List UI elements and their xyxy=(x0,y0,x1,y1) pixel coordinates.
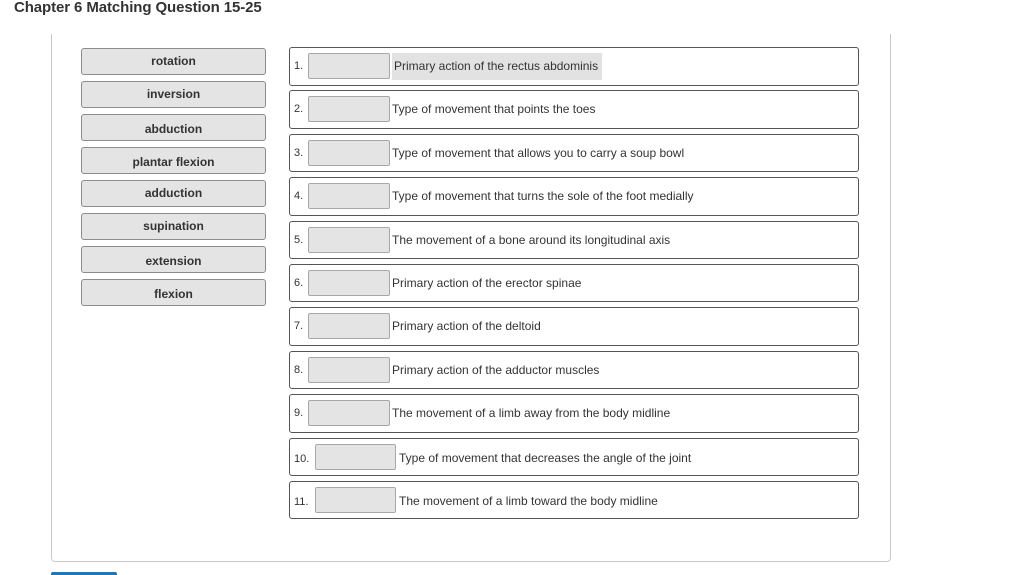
answer-drop-target[interactable] xyxy=(308,270,390,296)
answer-chip-abduction[interactable]: abduction xyxy=(81,114,266,141)
question-list xyxy=(289,47,859,524)
answer-chip-supination[interactable]: supination xyxy=(81,213,266,240)
question-row xyxy=(289,134,859,173)
answer-drop-target[interactable] xyxy=(308,96,390,122)
question-text: Type of movement that allows you to carry a soup bowl xyxy=(392,145,685,160)
answer-drop-target[interactable] xyxy=(308,53,390,79)
question-row xyxy=(289,481,859,520)
answer-chip-rotation[interactable]: rotation xyxy=(81,48,266,75)
question-text: Primary action of the rectus abdominis xyxy=(392,53,602,80)
question-row xyxy=(289,307,859,346)
answer-drop-target[interactable] xyxy=(308,400,390,426)
question-number: 1. xyxy=(294,60,304,72)
answer-drop-target[interactable] xyxy=(315,444,396,470)
answer-drop-target[interactable] xyxy=(308,140,390,166)
question-row xyxy=(289,264,859,303)
answer-chip-adduction[interactable]: adduction xyxy=(81,180,266,207)
question-number: 6. xyxy=(294,276,304,289)
question-text: The movement of a limb away from the body midline xyxy=(392,406,671,421)
answer-chip-extension[interactable]: extension xyxy=(81,246,266,273)
question-number: 5. xyxy=(294,233,304,246)
question-number: 2. xyxy=(294,103,304,116)
question-number: 7. xyxy=(294,320,304,333)
question-row xyxy=(289,47,859,86)
question-number: 9. xyxy=(294,407,304,420)
question-number: 10. xyxy=(294,452,310,465)
answer-drop-target[interactable] xyxy=(308,313,390,339)
question-row xyxy=(289,394,859,433)
question-row xyxy=(289,351,859,390)
page-title: Chapter 6 Matching Question 15-25 xyxy=(14,0,262,16)
answer-drop-target[interactable] xyxy=(308,227,390,253)
question-row xyxy=(289,90,859,129)
question-text: Type of movement that decreases the angle of the joint xyxy=(399,450,692,465)
question-row xyxy=(289,438,859,477)
question-text: Primary action of the adductor muscles xyxy=(392,362,600,377)
question-number: 11. xyxy=(294,495,309,508)
question-row xyxy=(289,221,859,260)
answer-drop-target[interactable] xyxy=(315,487,396,513)
question-text: The movement of a bone around its longitudinal axis xyxy=(392,232,671,247)
question-text: Primary action of the deltoid xyxy=(392,319,541,334)
question-row xyxy=(289,177,859,216)
question-text: Type of movement that points the toes xyxy=(392,102,596,117)
question-number: 4. xyxy=(294,190,304,203)
question-number: 8. xyxy=(294,363,304,376)
question-number: 3. xyxy=(294,146,304,159)
question-text: Primary action of the erector spinae xyxy=(392,275,582,290)
answer-drop-target[interactable] xyxy=(308,357,390,383)
answer-chip-flexion[interactable]: flexion xyxy=(81,279,266,306)
answer-chip-inversion[interactable]: inversion xyxy=(81,81,266,108)
answer-bank xyxy=(81,48,266,312)
question-text: Type of movement that turns the sole of the foot medially xyxy=(392,189,694,204)
answer-drop-target[interactable] xyxy=(308,183,390,209)
answer-chip-plantar-flexion[interactable]: plantar flexion xyxy=(81,147,266,174)
question-text: The movement of a limb toward the body midline xyxy=(399,493,658,508)
